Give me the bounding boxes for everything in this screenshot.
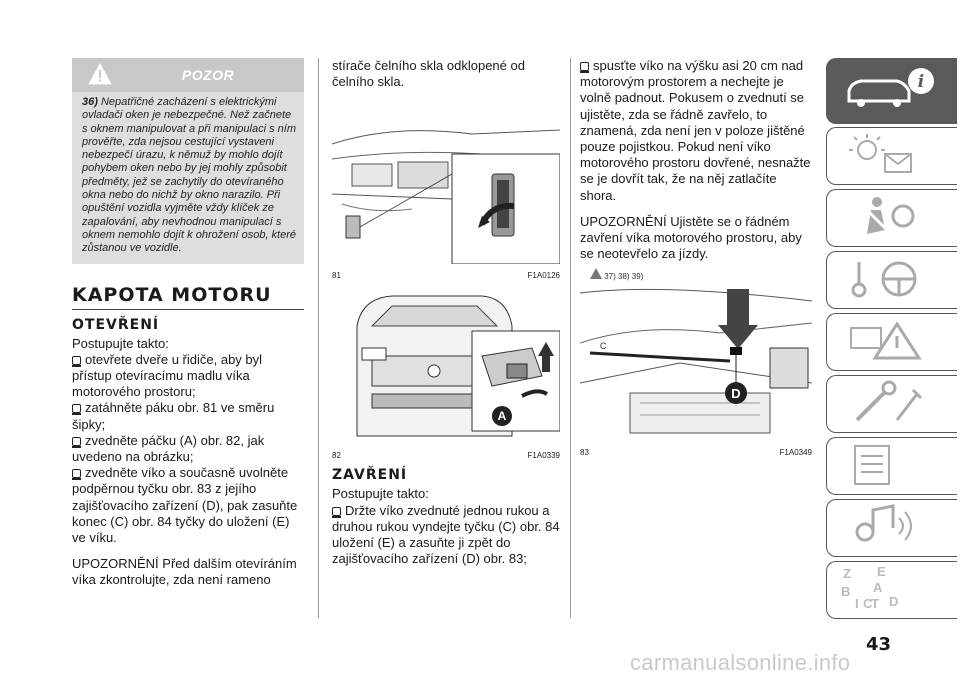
index-az-icon <box>837 562 947 616</box>
figure-83-caption <box>580 448 812 457</box>
tab-car-info[interactable] <box>826 58 957 124</box>
svg-text:I: I <box>855 596 859 611</box>
service-log-icon <box>837 438 947 492</box>
road-warning-icon <box>837 314 947 368</box>
svg-text:Z: Z <box>843 566 851 581</box>
column-3 <box>580 58 812 463</box>
section-title: KAPOTA MOTORU <box>72 284 304 310</box>
tools-icon <box>837 376 947 430</box>
close-title: ZAVŘENÍ <box>332 467 408 484</box>
page-number: 43 <box>866 634 892 655</box>
open-warning: UPOZORNĚNÍ Před dalším otevíráním víka zkontrolujte, zda není rameno <box>72 556 297 588</box>
figure-number: 82 <box>332 451 341 461</box>
figure-number: 81 <box>332 271 341 281</box>
column-1 <box>72 58 304 589</box>
open-step-2: zatáhněte páku obr. 81 ve směru šipky; <box>72 400 275 432</box>
figure-81-caption <box>332 271 560 280</box>
car-info-icon <box>837 61 947 121</box>
svg-text:B: B <box>841 584 851 599</box>
steering-key-icon <box>837 252 947 306</box>
figure-83 <box>580 283 812 457</box>
figure-82 <box>332 286 560 460</box>
tab-safety[interactable] <box>826 189 957 247</box>
figure-81 <box>332 104 560 280</box>
multimedia-icon <box>837 500 947 554</box>
svg-text:E: E <box>877 564 886 579</box>
figure-83-label-d: D <box>731 386 741 402</box>
bullet-icon <box>332 507 341 516</box>
warning-refs: 37) 38) 39) <box>590 268 812 281</box>
figure-number: 83 <box>580 448 589 458</box>
bullet-icon <box>580 62 589 71</box>
figure-83-label-c: C <box>600 341 607 352</box>
tab-index[interactable] <box>826 561 957 619</box>
warning-box <box>72 58 304 264</box>
close-intro: Postupujte takto: <box>332 486 429 502</box>
tab-emergency[interactable] <box>826 313 957 371</box>
column-divider <box>318 58 319 618</box>
close-step-1: Držte víko zvednuté jednou rukou a druhou rukou vyndejte tyčku (C) obr. 84 uložení (E) a zasuňte ji zpět do zajišťovacího zařízení (D) obr. 83; <box>332 502 560 567</box>
dashboard-lever-illustration <box>332 104 560 264</box>
svg-text:A: A <box>873 580 883 595</box>
column-2 <box>332 58 560 567</box>
tab-multimedia[interactable] <box>826 499 957 557</box>
svg-text:i: i <box>917 72 925 92</box>
warning-header <box>72 58 304 92</box>
van-front-illustration <box>332 286 560 444</box>
figure-code: F1A0349 <box>779 448 812 458</box>
warning-body: Nepatřičné zacházení s elektrickými ovladači oken je nebezpečné. Než začnete s oknem manipulovat a při manipulaci s ním prověřte, zda nejsou cestující vystaveni nebezpečí úrazu, k němuž by mohlo dojít pohybem oken nebo by jej mohly způsobit předměty, jež se zachytily do otevíraného okna nebo do nichž by okno narazilo. Při opuštění vozidla vyjměte vždy klíček ze zapalování, aby nevhodnou manipulací s oknem nemohlo dojít k ohrožení osob, které zůstanou ve vozidle. <box>82 96 297 255</box>
figure-code: F1A0126 <box>527 271 560 281</box>
bullet-icon <box>72 404 81 413</box>
svg-text:D: D <box>889 594 899 609</box>
tab-maintenance[interactable] <box>826 375 957 433</box>
column-divider <box>570 58 571 618</box>
figure-82-label-a: A <box>497 409 507 424</box>
open-title: OTEVŘENÍ <box>72 316 160 333</box>
svg-text:T: T <box>871 596 879 611</box>
col2-continuation: stírače čelního skla odklopené od čelního skla. <box>332 58 525 90</box>
small-warning-icon <box>590 268 602 279</box>
figure-code: F1A0339 <box>527 451 560 461</box>
bullet-icon <box>72 356 81 365</box>
close-warning: UPOZORNĚNÍ Ujistěte se o řádném zavření víka motorového prostoru, aby se neotevřelo za jízdy. <box>580 213 802 262</box>
figure-82-caption <box>332 451 560 460</box>
open-step-4: zvedněte víko a současně uvolněte podpěrnou tyčku obr. 83 z jejího zajišťovacího zařízení (D), pak zasuňte konec (C) obr. 84 tyčky do uložení (E) ve víku. <box>72 465 298 545</box>
airbag-seatbelt-icon <box>837 190 947 244</box>
engine-bay-illustration <box>580 283 812 441</box>
warning-lights-icon <box>837 128 947 182</box>
watermark: carmanualsonline.info <box>630 650 851 675</box>
bullet-icon <box>72 437 81 446</box>
warning-number: 36) <box>82 96 98 108</box>
warning-text <box>72 92 304 264</box>
tab-starting-driving[interactable] <box>826 251 957 309</box>
open-step-1: otevřete dveře u řidiče, aby byl přístup otevíracímu madlu víka motorového prostoru; <box>72 351 263 400</box>
tab-technical-data[interactable] <box>826 437 957 495</box>
close-step-2: spusťte víko na výšku asi 20 cm nad motorovým prostorem a nechejte je volně padnout. Pokusem o zvednutí se ujistěte, zda se řádně zavřelo, to znamená, zda není jen v poloze jištěné pouze pojistkou. Pokud není víko motorového prostoru dovřené, nesnažte se je dovřít tak, že na něj zatlačíte shora. <box>580 58 811 203</box>
svg-text:C: C <box>863 596 873 611</box>
open-step-3: zvedněte páčku (A) obr. 82, jak uvedeno na obrázku; <box>72 432 265 464</box>
warning-title: POZOR <box>181 67 235 83</box>
bullet-icon <box>72 469 81 478</box>
open-intro: Postupujte takto: <box>72 335 169 351</box>
tab-warning-lights[interactable] <box>826 127 957 185</box>
